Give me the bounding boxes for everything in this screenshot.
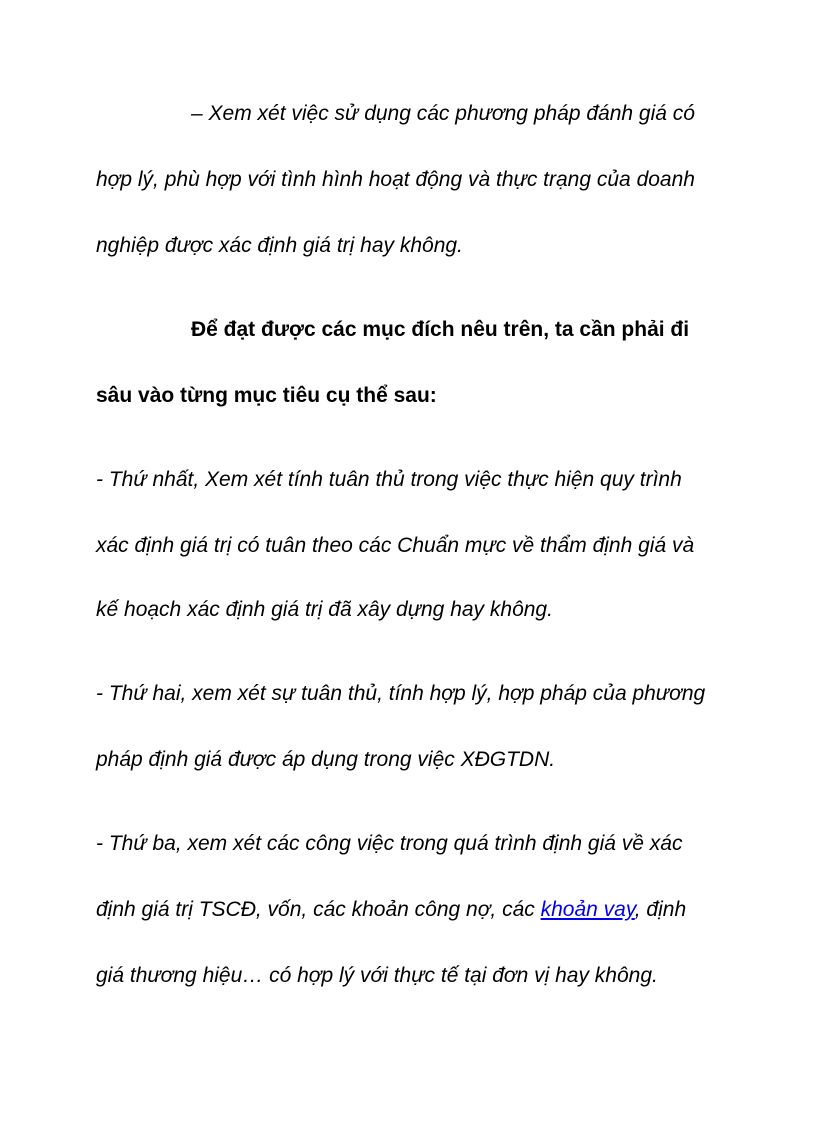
khoan-vay-link[interactable]: khoản vay bbox=[540, 898, 635, 921]
paragraph-line: – Xem xét việc sử dụng các phương pháp đánh giá có bbox=[191, 102, 695, 125]
paragraph-line: hợp lý, phù hợp với tình hình hoạt động và thực trạng của doanh bbox=[96, 168, 695, 191]
paragraph-line-with-link bbox=[96, 898, 686, 922]
bold-paragraph-line: Để đạt được các mục đích nêu trên, ta cần phải đi bbox=[191, 318, 690, 341]
paragraph-line: - Thứ nhất, Xem xét tính tuân thủ trong việc thực hiện quy trình bbox=[96, 468, 682, 491]
paragraph-line: pháp định giá được áp dụng trong việc XĐGTDN. bbox=[96, 748, 556, 771]
paragraph-line: - Thứ ba, xem xét các công việc trong quá trình định giá về xác bbox=[96, 832, 683, 855]
text-before-link: định giá trị TSCĐ, vốn, các khoản công nợ, các bbox=[96, 898, 541, 921]
text-after-link: , định bbox=[634, 898, 687, 921]
paragraph-line: kế hoạch xác định giá trị đã xây dựng hay không. bbox=[96, 598, 553, 621]
paragraph-line: nghiệp được xác định giá trị hay không. bbox=[96, 234, 463, 257]
paragraph-line: xác định giá trị có tuân theo các Chuẩn mực về thẩm định giá và bbox=[96, 534, 695, 557]
paragraph-line: - Thứ hai, xem xét sự tuân thủ, tính hợp lý, hợp pháp của phương bbox=[96, 682, 706, 705]
paragraph-line: giá thương hiệu… có hợp lý với thực tế tại đơn vị hay không. bbox=[96, 964, 658, 987]
bold-paragraph-line: sâu vào từng mục tiêu cụ thể sau: bbox=[96, 384, 437, 407]
